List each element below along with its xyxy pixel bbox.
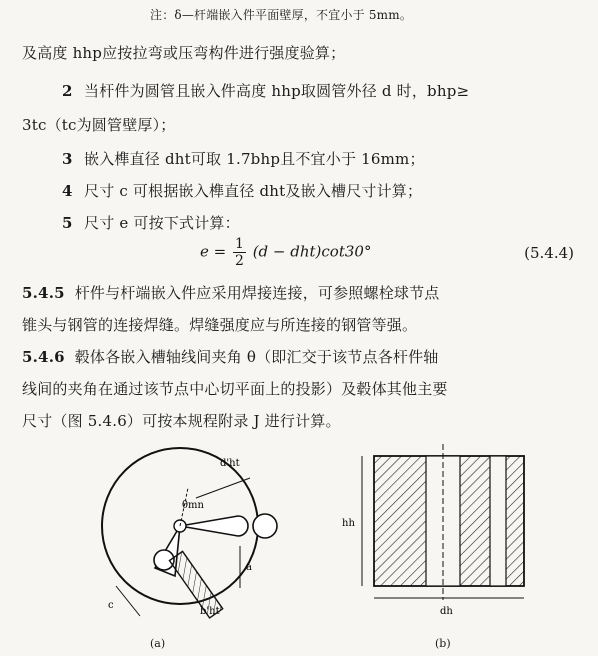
list-item-4 (62, 180, 422, 201)
label-d: dh (440, 606, 453, 617)
figure-a-hub-plan (80, 438, 310, 628)
list-item-3 (62, 148, 425, 169)
slot-right (180, 516, 248, 536)
list-item-5 (62, 212, 240, 233)
label-h: hh (342, 518, 355, 529)
fraction-numerator: 1 (235, 236, 244, 252)
table-note: 注：δ—杆端嵌入件平面壁厚，不宜小于 5mm。 (150, 8, 413, 22)
item-text: 嵌入榫直径 dht可取 1.7bhp且不宜小于 16mm； (84, 150, 425, 168)
figure-b-hub-section (330, 438, 530, 628)
caption-b: (b) (435, 637, 451, 650)
label-dht-prime: d'ht (220, 458, 240, 469)
caption-a: (a) (150, 637, 166, 650)
item-text: 尺寸 e 可按下式计算： (84, 214, 240, 232)
item-text: 尺寸 c 可根据嵌入榫直径 dht及嵌入槽尺寸计算； (84, 182, 423, 200)
fraction (233, 236, 246, 269)
clause-5-4-5 (22, 282, 440, 303)
formula-lhs: e = (200, 242, 227, 261)
clause-text: 杆件与杆端嵌入件应采用焊接连接，可参照螺栓球节点 (74, 284, 440, 302)
item-text: 当杆件为圆管且嵌入件高度 hhp取圆管外径 d 时，bhp≥ (84, 82, 470, 100)
item-number: 4 (62, 182, 73, 200)
clause-5-4-6 (22, 346, 439, 367)
label-b-prime: b'ht (200, 606, 220, 617)
item-number: 5 (62, 214, 73, 232)
list-item-2 (62, 80, 469, 101)
item-number: 2 (62, 82, 73, 100)
paragraph-line: 线间的夹角在通过该节点中心切平面上的投影）及毂体其他主要 (22, 380, 448, 398)
paragraph-line: 3tc（tc为圆管壁厚）； (22, 116, 176, 134)
paragraph-line: 尺寸（图 5.4.6）可按本规程附录 J 进行计算。 (22, 412, 341, 430)
clause-number: 5.4.6 (22, 348, 65, 366)
paragraph-line: 及高度 hhp应按拉弯或压弯构件进行强度验算； (22, 44, 346, 62)
formula-rhs: (d − dht)cot30° (252, 242, 372, 261)
label-a: a (246, 562, 252, 573)
formula-5-4-4 (200, 236, 371, 269)
label-c: c (108, 600, 114, 611)
clause-number: 5.4.5 (22, 284, 65, 302)
equation-number: (5.4.4) (524, 244, 574, 262)
label-theta: θmn (182, 500, 204, 511)
paragraph-line: 锥头与钢管的连接焊缝。焊缝强度应与所连接的钢管等强。 (22, 316, 418, 334)
fraction-denominator: 2 (235, 253, 244, 269)
clause-text: 毂体各嵌入槽轴线间夹角 θ（即汇交于该节点各杆件轴 (74, 348, 439, 366)
item-number: 3 (62, 150, 73, 168)
